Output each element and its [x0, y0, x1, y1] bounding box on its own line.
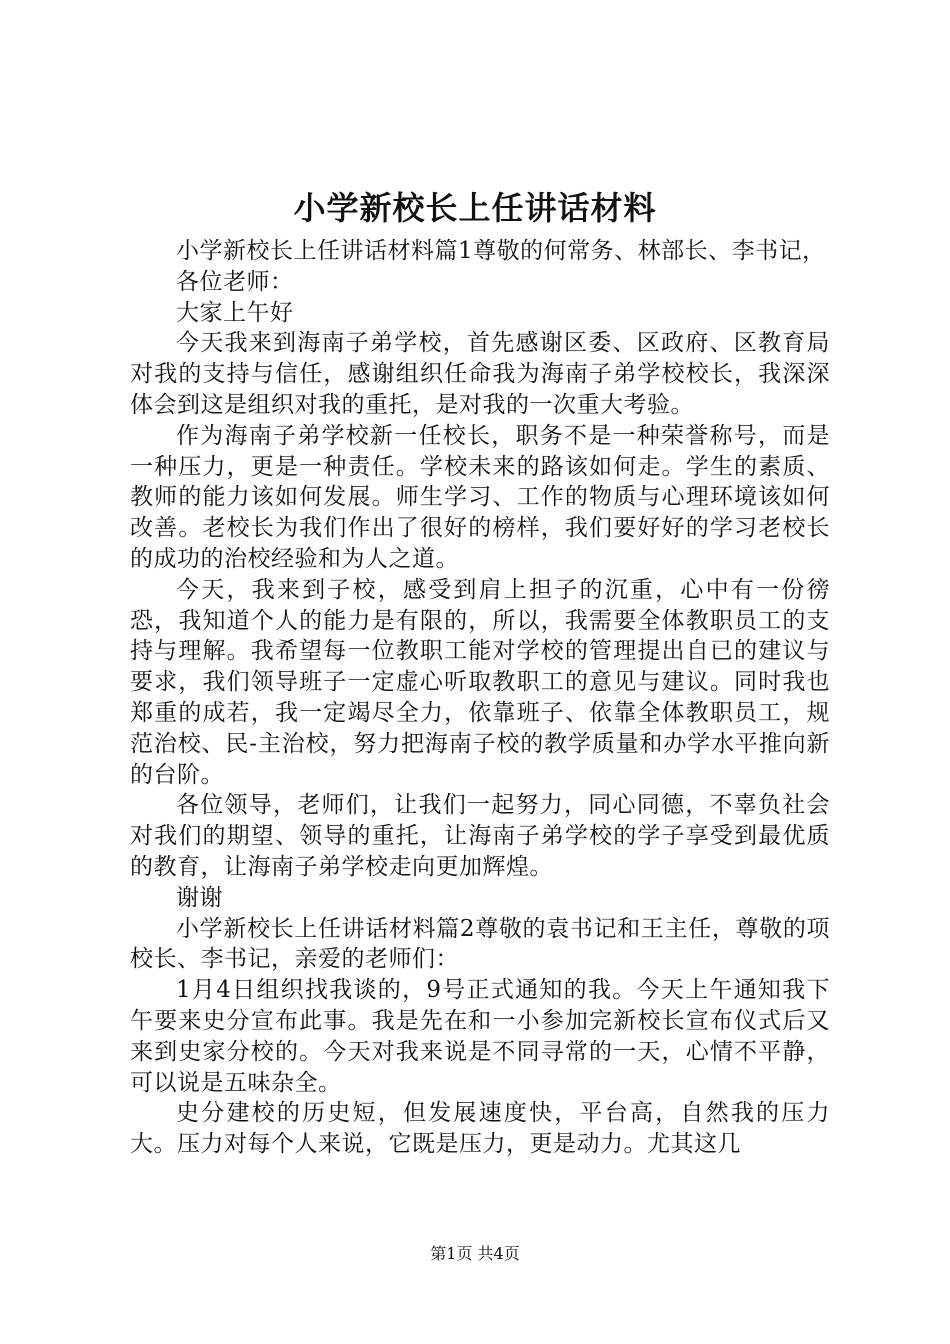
page-number-footer: 第1页 共4页: [430, 1244, 520, 1263]
paragraph-8: 谢谢: [176, 884, 223, 911]
document-body: [130, 236, 830, 1160]
paragraph-3: 大家上午好: [176, 299, 294, 326]
paragraph-9: 小学新校长上任讲话材料篇2尊敬的袁书记和王主任，尊敬的项校长、李书记，亲爱的老师们：: [130, 915, 830, 973]
paragraph-6: 今天，我来到子校，感受到肩上担子的沉重，心中有一份徬恐，我知道个人的能力是有限的，所以，我需要全体教职员工的支持与理解。我希望每一位教职工能对学校的管理提出自已的建议与要求，我们领导班子一定虚心听取教职工的意见与建议。同时我也郑重的成若，我一定竭尽全力，依靠班子、依靠全体教职员工，规范治校、民-主治校，努力把海南子校的教学质量和办学水平推向新的台阶。: [130, 576, 830, 788]
paragraph-7: 各位领导，老师们，让我们一起努力，同心同德，不辜负社会对我们的期望、领导的重托，让海南子弟学校的学子享受到最优质的教育，让海南子弟学校走向更加辉煌。: [130, 792, 830, 880]
paragraph-1: 小学新校长上任讲话材料篇1尊敬的何常务、林部长、李书记，: [176, 238, 826, 264]
paragraph-10: 1月4日组织找我谈的，9号正式通知的我。今天上午通知我下午要来史分宣布此事。我是先在和一小参加完新校长宣布仪式后又来到史家分校的。今天对我来说是不同寻常的一天，心情不平静，可以说是五味杂全。: [130, 977, 830, 1096]
paragraph-5: 作为海南子弟学校新一任校长，职务不是一种荣誉称号，而是一种压力，更是一种责任。学校未来的路该如何走。学生的素质、教师的能力该如何发展。师生学习、工作的物质与心理环境该如何改善。老校长为我们作出了很好的榜样，我们要好好的学习老校长的成功的治校经验和为人之道。: [130, 422, 830, 572]
paragraph-2: 各位老师：: [176, 268, 294, 295]
paragraph-11: 史分建校的历史短，但发展速度快，平台高，自然我的压力大。压力对每个人来说，它既是压力，更是动力。尤其这几: [130, 1100, 830, 1158]
paragraph-4: 今天我来到海南子弟学校，首先感谢区委、区政府、区教育局对我的支持与信任，感谢组织任命我为海南子弟学校校长，我深深体会到这是组织对我的重托，是对我的一次重大考验。: [130, 330, 830, 418]
document-title: 小学新校长上任讲话材料: [293, 189, 657, 227]
